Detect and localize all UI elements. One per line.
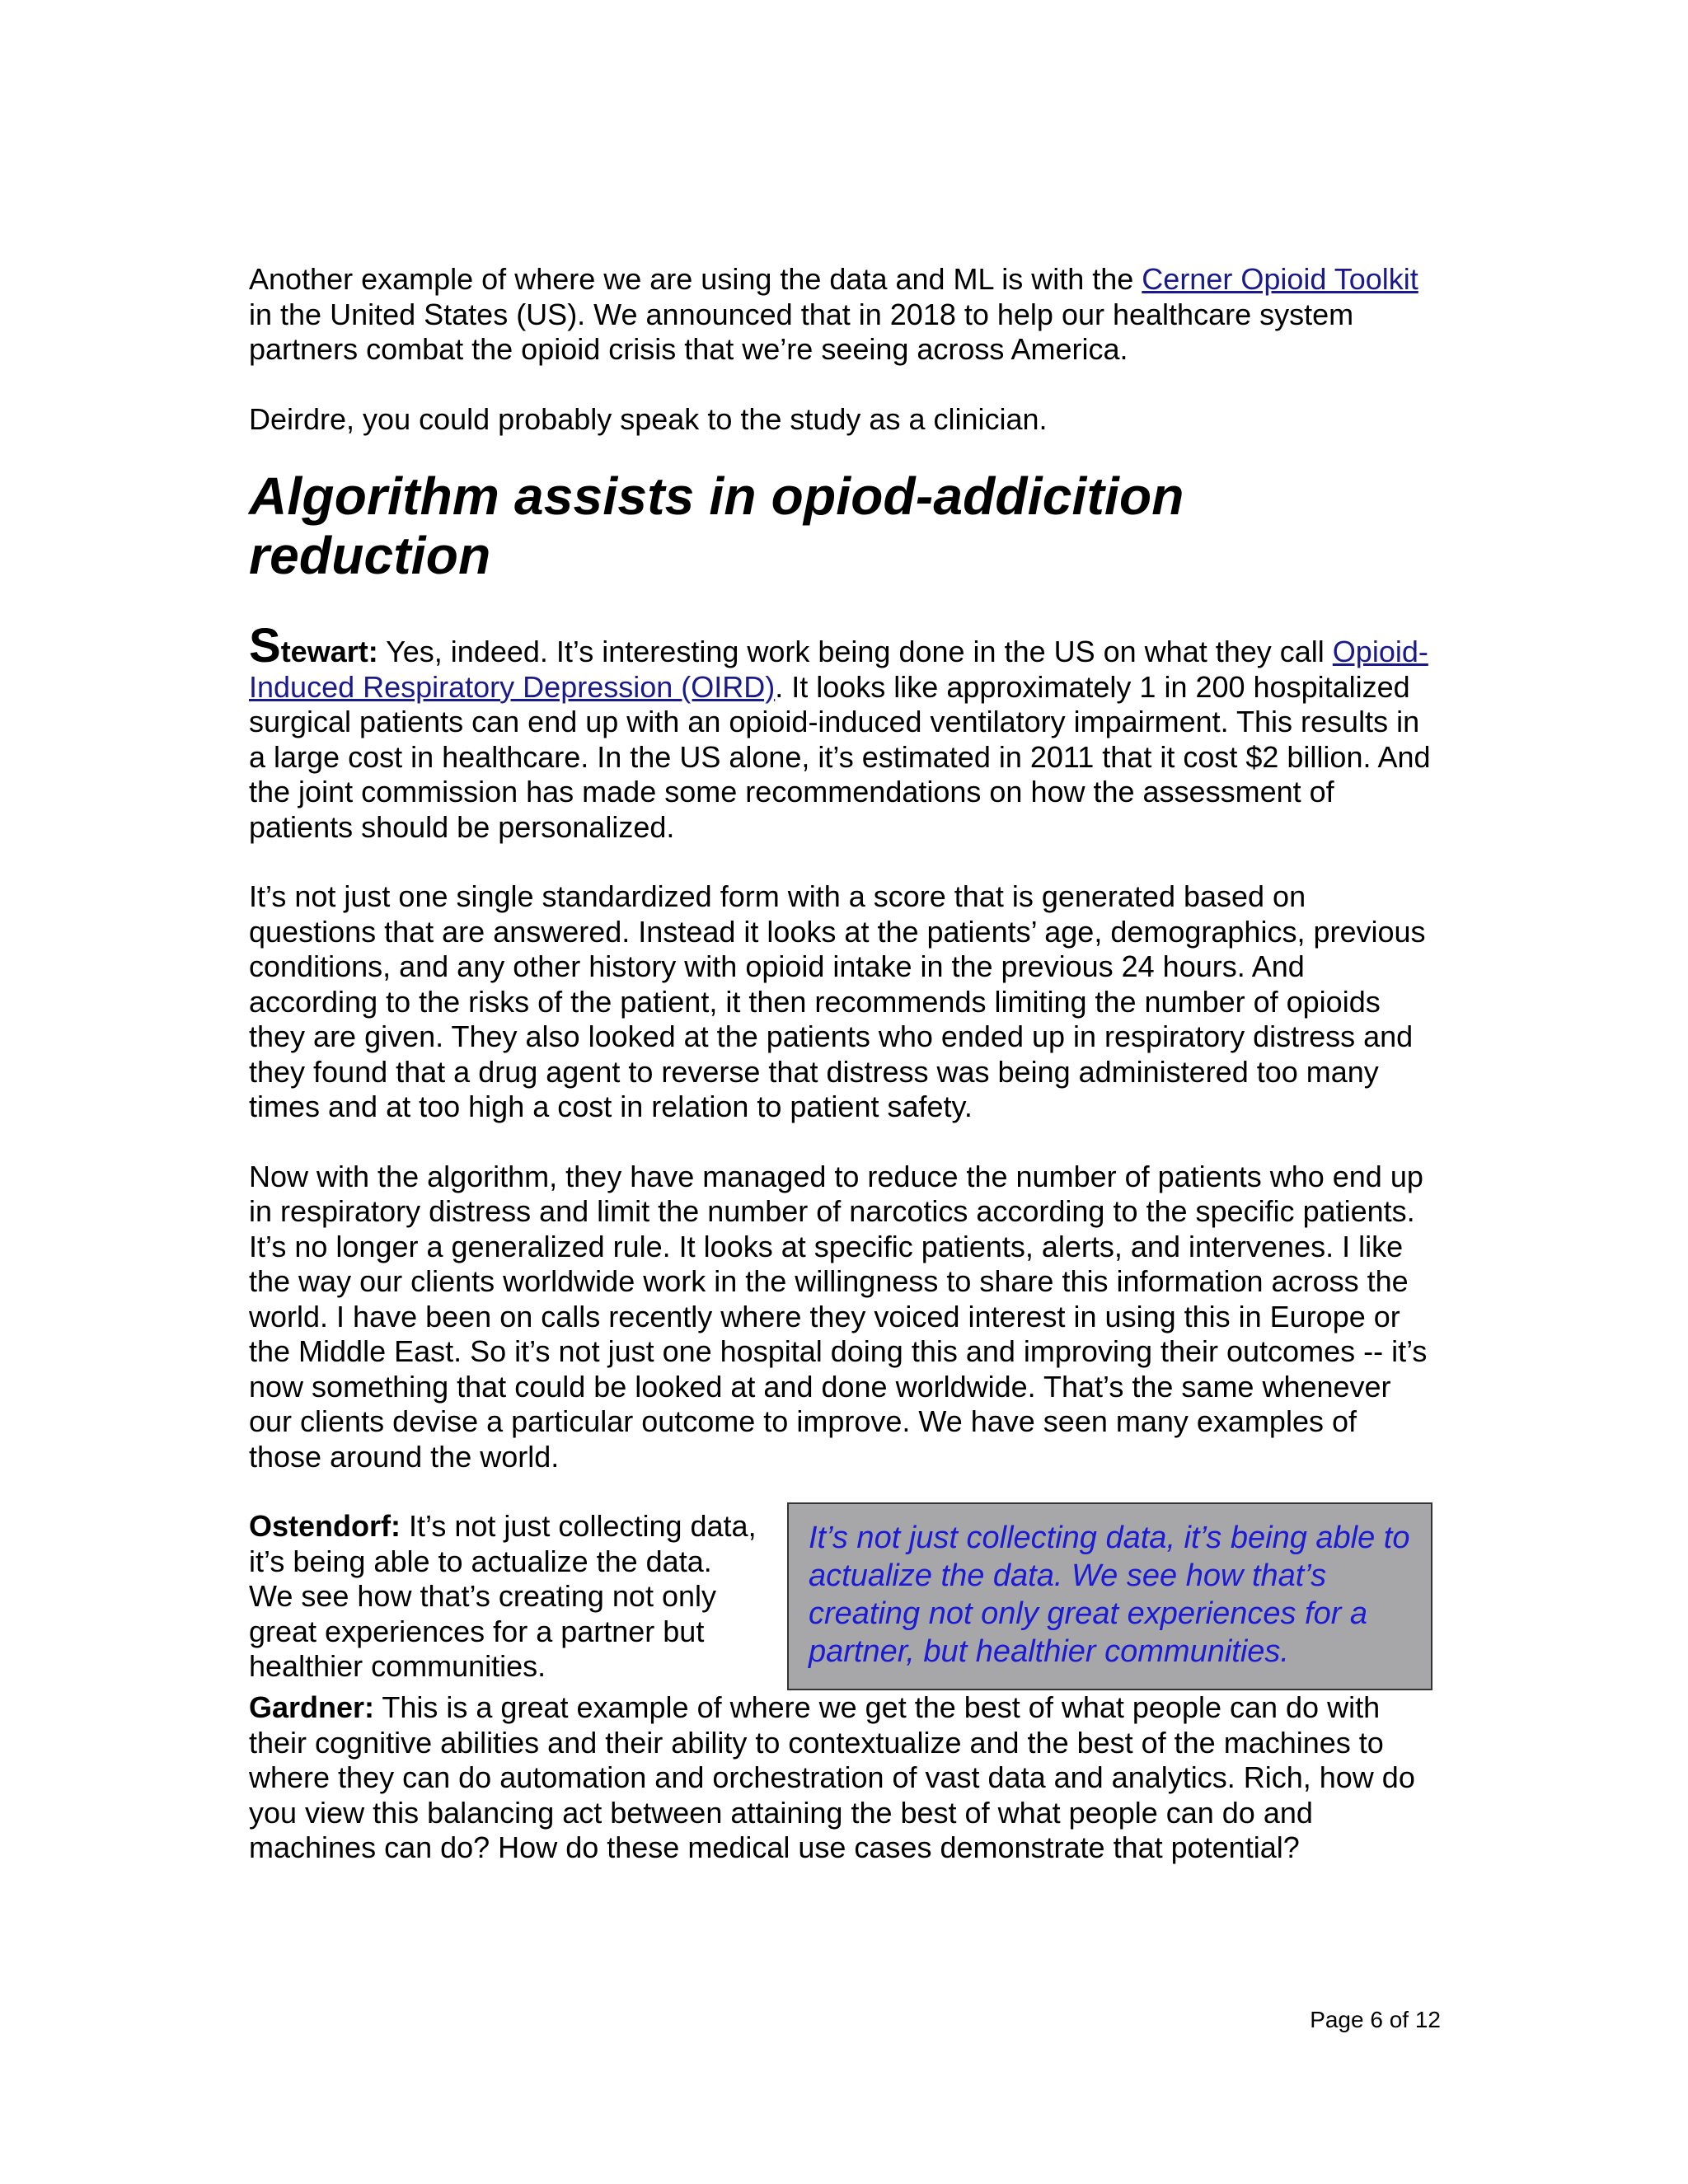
stewart-text-b: . It looks like approximately 1 in 200 hospitalized surgical patients can end up with an opioid-induced ventilatory impairment. This results in a large cost in healthcare. In the US alone, it’s estimated in 2011 that it cost $2 billion. And the joint commission has made some recommendations on how the assessment of patients should be personalized.: [249, 669, 1431, 844]
speaker-name-ostendorf: Ostendorf:: [249, 1509, 401, 1543]
cerner-opioid-toolkit-link[interactable]: Cerner Opioid Toolkit: [1142, 262, 1418, 296]
intro-text-a: Another example of where we are using the data and ML is with the: [249, 262, 1142, 296]
page-content: [249, 262, 1432, 1866]
speaker-name-gardner: Gardner:: [249, 1690, 375, 1724]
stewart-paragraph-2: It’s not just one single standardized form with a score that is generated based on questions that are answered. Instead it looks at the patients’ age, demographics, previous conditions, and any other history with opioid intake in the previous 24 hours. And according to the risks of the patient, it then recommends limiting the number of opioids they are given. They also looked at the patients who ended up in respiratory distress and they found that a drug agent to reverse that distress was being administered too many times and at too high a cost in relation to patient safety.: [249, 879, 1426, 1123]
gardner-text: This is a great example of where we get the best of what people can do with their cognitive abilities and their ability to contextualize and the best of the machines to where they can do automation and orchestration of vast data and analytics. Rich, how do you view this balancing act between attaining the best of what people can do and machines can do? How do these medical use cases demonstrate that potential?: [249, 1690, 1415, 1864]
ostendorf-section: [249, 1509, 1432, 1690]
pull-quote-box: It’s not just collecting data, it’s being able to actualize the data. We see how that’s creating not only great experiences for a partner, but healthier communities.: [787, 1502, 1432, 1690]
deirdre-prompt-paragraph: Deirdre, you could probably speak to the study as a clinician.: [249, 401, 1048, 436]
stewart-paragraph-3: Now with the algorithm, they have managed to reduce the number of patients who end up in respiratory distress and limit the number of narcotics according to the specific patients. It’s no longer a generalized rule. It looks at specific patients, alerts, and intervenes. I like the way our clients worldwide work in the willingness to share this information across the world. I have been on calls recently where they voiced interest in using this in Europe or the Middle East. So it’s not just one hospital doing this and improving their outcomes -- it’s now something that could be looked at and done worldwide. That’s the same whenever our clients devise a particular outcome to improve. We have seen many examples of those around the world.: [249, 1159, 1428, 1474]
oird-link[interactable]: Opioid-Induced Respiratory Depression (OIRD): [249, 635, 1428, 704]
intro-text-b: in the United States (US). We announced that in 2018 to help our healthcare system partners combat the opioid crisis that we’re seeing across America.: [249, 297, 1354, 366]
intro-paragraph: [249, 262, 1432, 368]
gardner-paragraph: [249, 1690, 1432, 1866]
speaker-name-stewart: tewart:: [280, 635, 378, 668]
section-heading: Algorithm assists in opiod-addicition reduction: [249, 466, 1184, 585]
speaker-dropcap: S: [249, 619, 281, 673]
stewart-paragraph-1: [249, 619, 1432, 845]
page-number: Page 6 of 12: [1310, 2007, 1441, 2032]
ostendorf-text: It’s not just collecting data, it’s being able to actualize the data. We see how that’s creating not only great experiences for a partner but healthier communities.: [249, 1509, 757, 1683]
stewart-text-a: Yes, indeed. It’s interesting work being done in the US on what they call: [377, 635, 1333, 668]
